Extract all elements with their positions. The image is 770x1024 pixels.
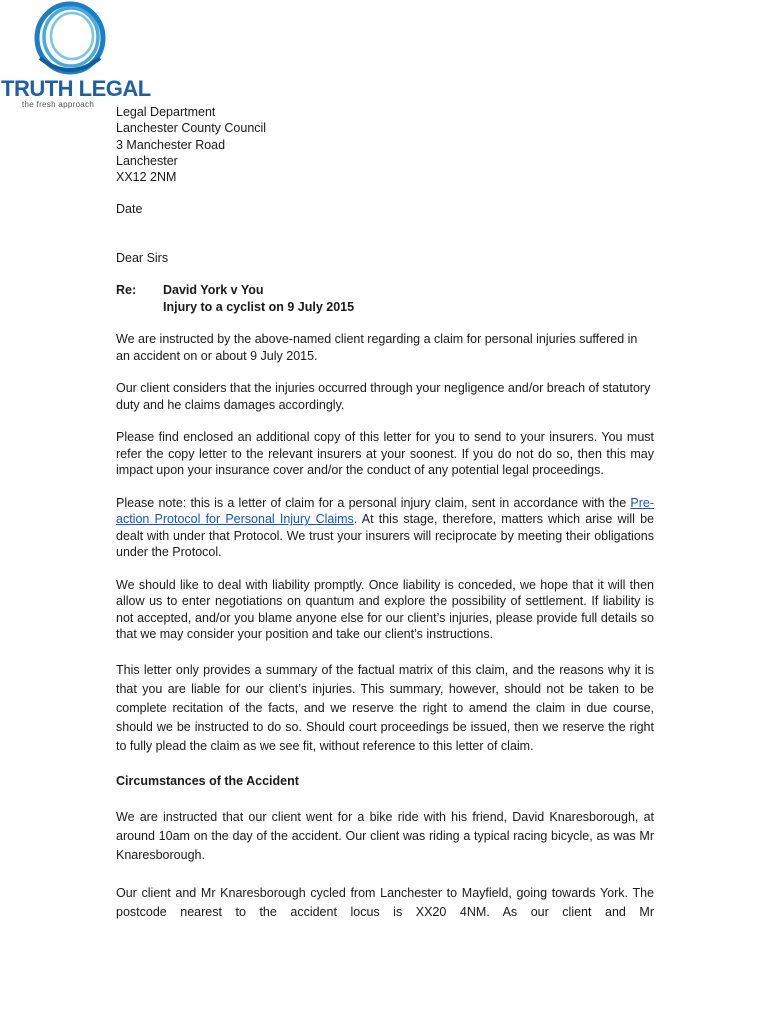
address-line: Legal Department [116, 105, 216, 119]
protocol-text-after: . At this stage, therefore, matters which arise will be dealt with under that Protocol. We trust your insurers will reciprocate by meeting their obligations under the Protocol. [116, 512, 654, 560]
re-label: Re: [116, 283, 137, 298]
section-heading: Circumstances of the Accident [116, 773, 299, 788]
logo-rings-icon [0, 0, 140, 80]
paragraph-bike-ride: We are instructed that our client went for a bike ride with his friend, David Knaresborough, at around 10am on the day of the accident. Our client was riding a typical racing bicycle, as was Mr Knaresborough. [116, 810, 654, 863]
paragraph-insurers: Please find enclosed an additional copy of this letter for you to send to your insurers. You must refer the copy letter to the relevant insurers at your soonest. If you do not do so, then this may impact upon your insurance cover and/or the conduct of any potential legal proceedings. [116, 430, 654, 478]
paragraph-summary: This letter only provides a summary of the factual matrix of this claim, and the reasons why it is that you are liable for our client’s injuries. This summary, however, should not be taken to be complete recitation of the facts, and we reserve the right to amend the claim in due course, should we be instructed to do so. Should court proceedings be issued, then we reserve the right to fully plead the claim as we see fit, without reference to this letter of claim. [116, 662, 654, 753]
re-block [116, 282, 654, 315]
salutation: Dear Sirs [116, 250, 169, 265]
paragraph-protocol [116, 495, 654, 561]
re-subject: Injury to a cyclist on 9 July 2015 [163, 299, 355, 314]
paragraph-liability: We should like to deal with liability promptly. Once liability is conceded, we hope that it will then allow us to enter negotiations on quantum and explore the possibility of settlement. If liability is not accepted, and/or you blame anyone else for our client’s injuries, please provide full details so that we may consider your position and take our client’s instructions. [116, 577, 654, 642]
paragraph-route: Our client and Mr Knaresborough cycled from Lanchester to Mayfield, going towards York. The postcode nearest to the accident locus is XX20 4NM. As our client and Mr [116, 886, 654, 920]
address-line: Lanchester County Council [116, 121, 267, 136]
address-line: XX12 2NM [116, 170, 177, 185]
date-field: Date [116, 202, 143, 217]
letter-body [116, 104, 654, 922]
protocol-link[interactable]: Pre-action Protocol for Personal Injury Claims [116, 495, 654, 527]
address-line: Lanchester [116, 153, 178, 168]
address-line: 3 Manchester Road [116, 137, 226, 152]
protocol-text-before: Please note: this is a letter of claim for a personal injury claim, sent in accordance with the [116, 495, 631, 510]
paragraph-instruction: We are instructed by the above-named client regarding a claim for personal injuries suffered in an accident on or about 9 July 2015. [116, 332, 638, 363]
re-parties: David York v You [163, 283, 264, 298]
logo [0, 0, 151, 112]
paragraph-negligence: Our client considers that the injuries occurred through your negligence and/or breach of statutory duty and he claims damages accordingly. [116, 381, 651, 412]
brand-tagline: the fresh approach [22, 100, 95, 109]
brand-name: TRUTH LEGAL [1, 76, 151, 101]
recipient-address [116, 104, 654, 185]
